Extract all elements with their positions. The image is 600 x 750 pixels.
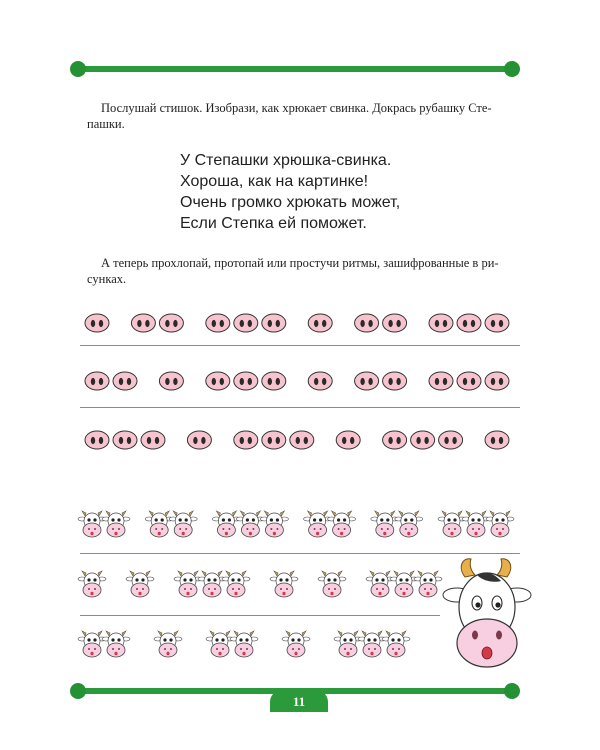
- cow-face-icon: [414, 571, 442, 597]
- pig-snout-icon: [234, 431, 258, 449]
- cow-face-icon: [270, 571, 298, 597]
- cow-face-icon: [126, 571, 154, 597]
- pig-snout-icon: [262, 431, 286, 449]
- cow-face-icon: [78, 631, 106, 657]
- instruction-task-1-line1: Послушай стишок. Изобрази, как хрюкает свинка. Докрась рубашку Сте-: [101, 101, 492, 115]
- pig-snout-icon: [85, 372, 109, 390]
- pig-snout-icon: [429, 372, 453, 390]
- pig-snout-icon: [336, 431, 360, 449]
- pig-snout-icon: [383, 372, 407, 390]
- cow-face-icon: [366, 571, 394, 597]
- cow-face-icon: [486, 511, 514, 537]
- pig-snout-icon: [262, 372, 286, 390]
- pig-snout-icon: [159, 314, 183, 332]
- pig-snout-icon: [485, 431, 509, 449]
- pig-snout-icon: [159, 372, 183, 390]
- cow-face-icon: [395, 511, 423, 537]
- pig-snout-icon: [234, 372, 258, 390]
- cow-face-icon: [462, 511, 490, 537]
- cow-face-icon: [382, 631, 410, 657]
- pig-snout-icon: [113, 431, 137, 449]
- instruction-task-2-line1: А теперь прохлопай, протопай или простучи ритмы, зашифрованные в ри-: [101, 256, 499, 270]
- cow-face-icon: [154, 631, 182, 657]
- cow-face-icon: [328, 511, 356, 537]
- pig-snout-icon: [429, 314, 453, 332]
- pig-snout-icon: [262, 314, 286, 332]
- pig-snout-icon: [383, 431, 407, 449]
- poem-line-2: Хороша, как на картинке!: [180, 173, 369, 190]
- instruction-task-2-line2: сунках.: [87, 272, 127, 286]
- poem-line-1: У Степашки хрюшка-свинка.: [180, 152, 392, 169]
- pig-snout-icon: [355, 314, 379, 332]
- cow-face-icon: [102, 631, 130, 657]
- pig-snout-icon: [355, 372, 379, 390]
- cow-face-icon: [198, 571, 226, 597]
- cow-face-icon: [282, 631, 310, 657]
- cow-face-icon: [334, 631, 362, 657]
- pig-snout-icon: [234, 314, 258, 332]
- pig-snout-icon: [457, 372, 481, 390]
- cow-face-icon: [230, 631, 258, 657]
- pig-snout-icon: [485, 314, 509, 332]
- poem-line-4: Если Степка ей поможет.: [180, 215, 367, 232]
- pig-snout-icon: [187, 431, 211, 449]
- pig-snout-icon: [206, 372, 230, 390]
- pig-snout-icon: [131, 314, 155, 332]
- cow-face-icon: [78, 571, 106, 597]
- cow-face-icon: [236, 511, 264, 537]
- instruction-task-1-line2: пашки.: [87, 117, 125, 131]
- pig-snout-icon: [308, 314, 332, 332]
- pig-snout-icon: [206, 314, 230, 332]
- cow-face-icon: [390, 571, 418, 597]
- cow-face-icon: [169, 511, 197, 537]
- pig-snout-icon: [457, 314, 481, 332]
- pig-snout-icon: [308, 372, 332, 390]
- pig-snout-icon: [85, 431, 109, 449]
- pig-snout-icon: [411, 431, 435, 449]
- cow-face-icon: [212, 511, 240, 537]
- cow-face-icon: [222, 571, 250, 597]
- cow-face-icon: [78, 511, 106, 537]
- pig-snout-icon: [113, 372, 137, 390]
- pig-snout-icon: [290, 431, 314, 449]
- cow-face-icon: [318, 571, 346, 597]
- cow-face-icon: [358, 631, 386, 657]
- page-number: 11: [270, 690, 328, 712]
- cow-face-icon: [304, 511, 332, 537]
- cow-face-icon: [174, 571, 202, 597]
- pig-snout-icon: [85, 314, 109, 332]
- pig-snout-icon: [485, 372, 509, 390]
- cow-face-icon: [371, 511, 399, 537]
- pig-snout-icon: [439, 431, 463, 449]
- cow-face-icon: [145, 511, 173, 537]
- cow-face-icon: [438, 511, 466, 537]
- poem-line-3: Очень громко хрюкать может,: [180, 194, 401, 211]
- pig-snout-icon: [141, 431, 165, 449]
- cow-face-icon: [260, 511, 288, 537]
- cow-face-icon: [206, 631, 234, 657]
- pig-snout-icon: [383, 314, 407, 332]
- cow-face-icon: [102, 511, 130, 537]
